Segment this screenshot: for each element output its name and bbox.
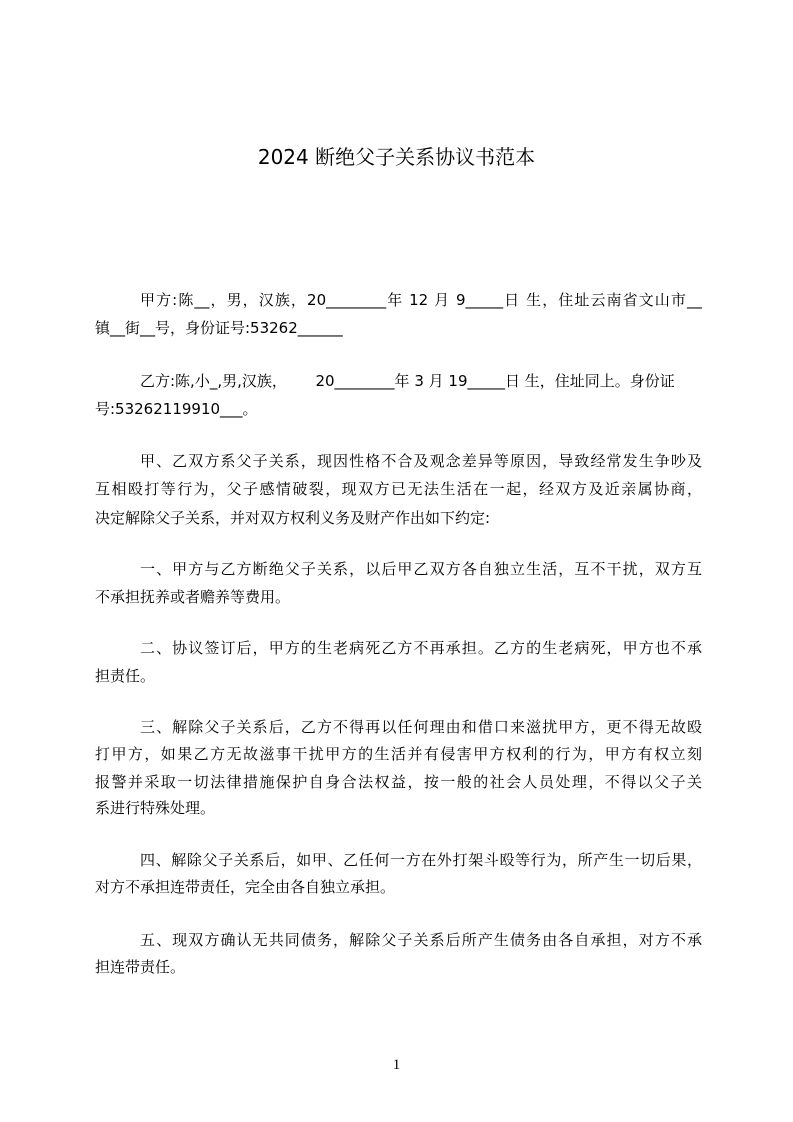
paragraph-line: 担连带责任。 [95, 958, 186, 976]
paragraph-line: 对方不承担连带责任，完全由各自独立承担。 [95, 878, 396, 896]
paragraph-line: 担责任。 [95, 667, 156, 685]
paragraph-line: 二、协议签订后，甲方的生老病死乙方不再承担。乙方的生老病死，甲方也不承 [140, 639, 702, 657]
paragraph-line: 五、现双方确认无共同债务，解除父子关系后所产生债务由各自承担，对方不承 [140, 931, 702, 949]
paragraph-line: 甲方:陈__，男，汉族，20________年 12 月 9_____日 生，住址云南省文山市__ [140, 291, 702, 309]
paragraph-line: 打甲方，如果乙方无故滋事干扰甲方的生活并有侵害甲方权利的行为，甲方有权立刻 [95, 745, 702, 763]
paragraph-line: 互相殴打等行为，父子感情破裂，现双方已无法生活在一起，经双方及近亲属协商， [95, 480, 702, 498]
page-number: 1 [392, 1057, 401, 1073]
document-title: 2024 断绝父子关系协议书范本 [257, 145, 536, 169]
paragraph-line: 甲、乙双方系父子关系，现因性格不合及观念差异等原因，导致经常发生争吵及 [140, 452, 702, 470]
paragraph-line: 报警并采取一切法律措施保护自身合法权益，按一般的社会人员处理，不得以父子关 [95, 773, 702, 791]
paragraph-line: 决定解除父子关系，并对双方权利义务及财产作出如下约定: [95, 509, 491, 527]
paragraph-line: 四、解除父子关系后，如甲、乙任何一方在外打架斗殴等行为，所产生一切后果， [140, 851, 702, 869]
paragraph-line: 乙方:陈,小_,男,汉族， 20________年 3 月 19_____日 生，住址同上。身份证 [140, 372, 675, 390]
paragraph-line: 一、甲方与乙方断绝父子关系，以后甲乙双方各自独立生活，互不干扰，双方互 [140, 560, 702, 578]
paragraph-line: 不承担抚养或者赡养等费用。 [95, 588, 291, 606]
paragraph-line: 镇__街__号，身份证号:53262______ [95, 319, 343, 337]
paragraph-line: 三、解除父子关系后，乙方不得再以任何理由和借口来滋扰甲方，更不得无故殴 [140, 718, 702, 736]
paragraph-line: 系进行特殊处理。 [95, 799, 216, 817]
paragraph-line: 号:53262119910___。 [95, 400, 258, 418]
